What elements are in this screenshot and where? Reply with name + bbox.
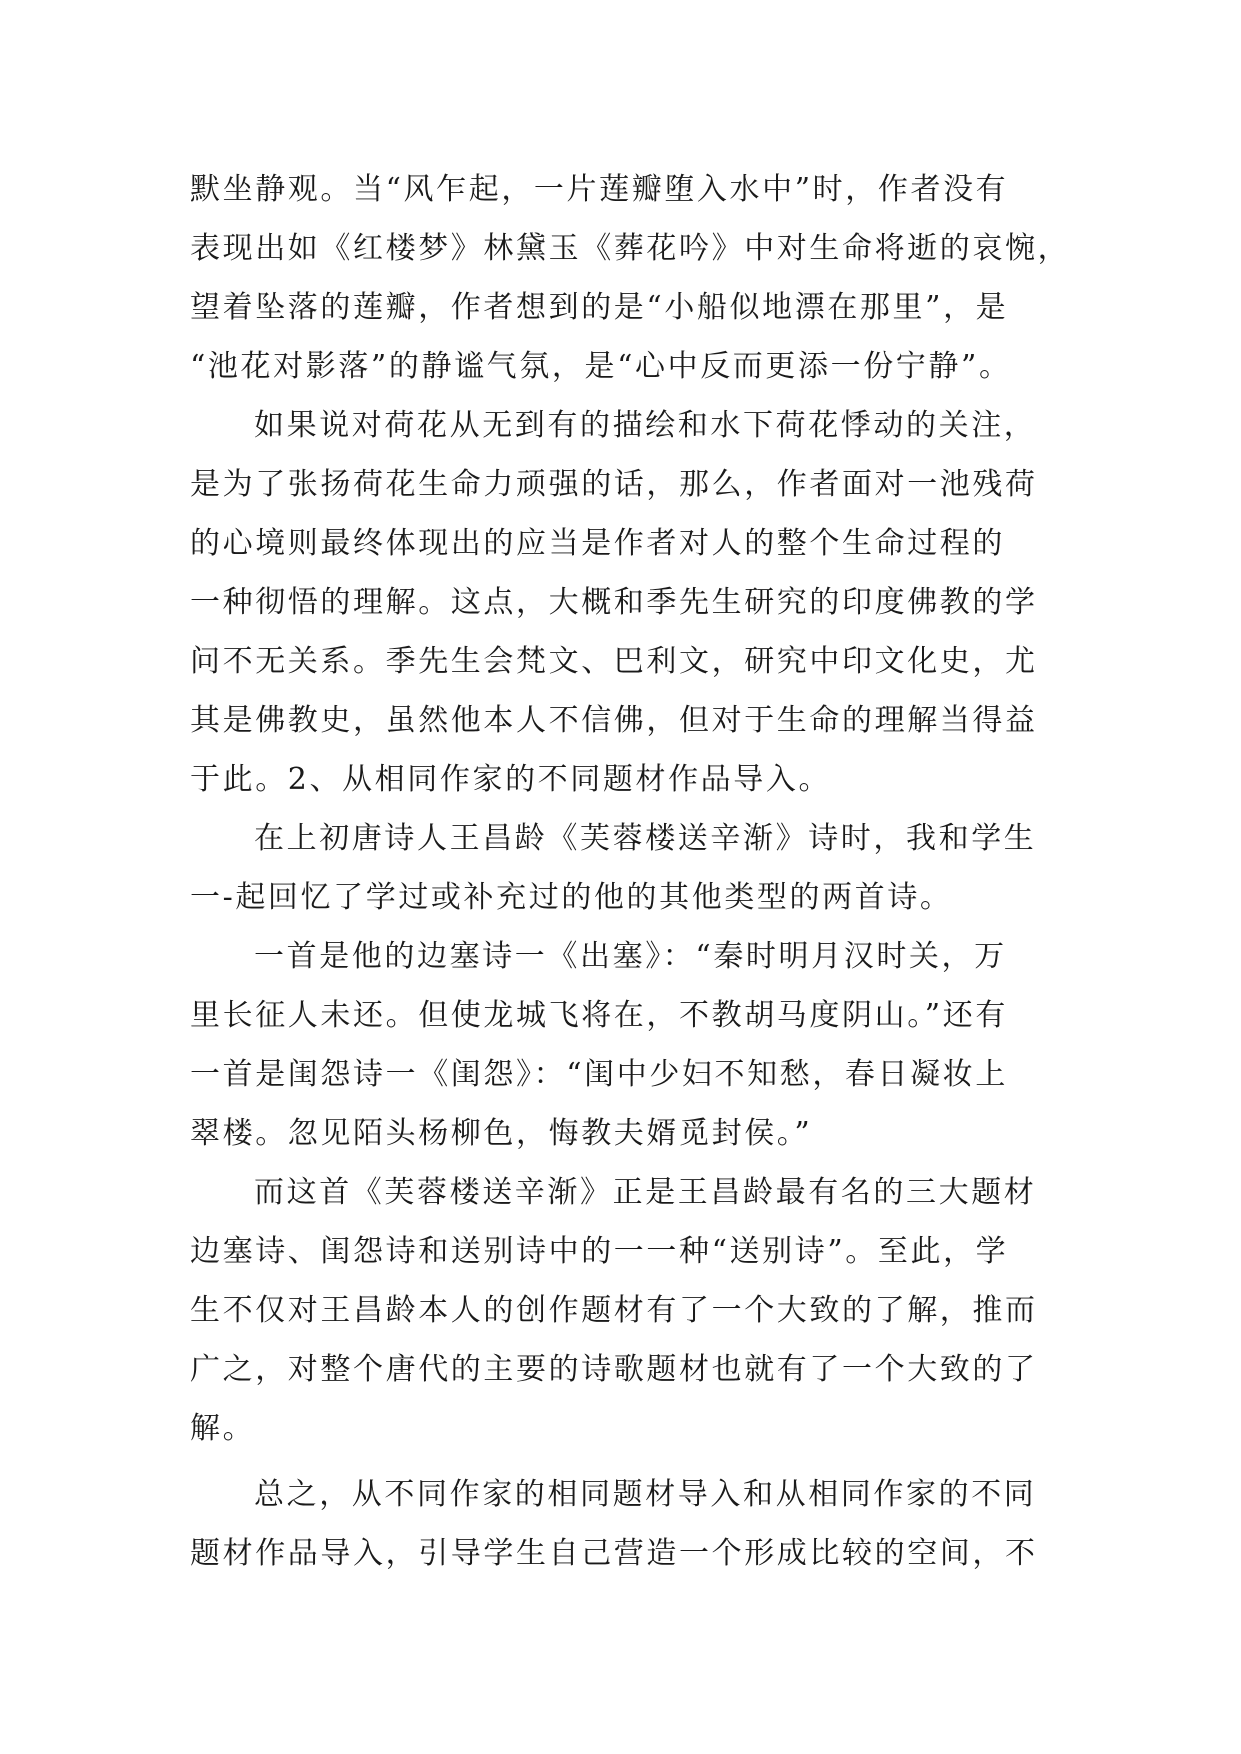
text-line-6: 是为了张扬荷花生命力顽强的话，那么，作者面对一池残荷 bbox=[190, 467, 1038, 502]
text-line-23: 总之，从不同作家的相同题材导入和从相同作家的不同 bbox=[254, 1477, 1037, 1512]
text-line-7: 的心境则最终体现出的应当是作者对人的整个生命过程的 bbox=[190, 526, 1005, 561]
text-line-2: 表现出如《红楼梦》林黛玉《葬花吟》中对生命将逝的哀惋， bbox=[190, 231, 1071, 266]
text-line-10: 其是佛教史，虽然他本人不信佛，但对于生命的理解当得益 bbox=[190, 703, 1038, 738]
text-line-21: 广之，对整个唐代的主要的诗歌题材也就有了一个大致的了 bbox=[190, 1352, 1038, 1387]
text-line-20: 生不仅对王昌龄本人的创作题材有了一个大致的了解，推而 bbox=[190, 1293, 1038, 1328]
text-line-24: 题材作品导入，引导学生自己营造一个形成比较的空间，不 bbox=[190, 1536, 1038, 1571]
text-line-11: 于此。2、从相同作家的不同题材作品导入。 bbox=[190, 762, 832, 797]
text-line-12: 在上初唐诗人王昌龄《芙蓉楼送辛渐》诗时，我和学生 bbox=[254, 821, 1037, 856]
text-line-1: 默坐静观。当“风乍起，一片莲瓣堕入水中”时，作者没有 bbox=[190, 172, 1009, 207]
text-line-5: 如果说对荷花从无到有的描绘和水下荷花悸动的关注， bbox=[254, 408, 1037, 443]
text-line-22: 解。 bbox=[190, 1411, 256, 1446]
paragraph-spacer bbox=[190, 1458, 1050, 1465]
body-text bbox=[190, 160, 1071, 1583]
text-line-3: 望着坠落的莲瓣，作者想到的是“小船似地漂在那里”，是 bbox=[190, 290, 1009, 325]
text-line-14: 一首是他的边塞诗一《出塞》：“秦时明月汉时关，万 bbox=[254, 939, 1007, 974]
text-line-8: 一种彻悟的理解。这点，大概和季先生研究的印度佛教的学 bbox=[190, 585, 1038, 620]
text-line-9: 问不无关系。季先生会梵文、巴利文，研究中印文化史，尤 bbox=[190, 644, 1038, 679]
text-line-13: 一-起回忆了学过或补充过的他的其他类型的两首诗。 bbox=[190, 880, 953, 915]
text-line-16: 一首是闺怨诗一《闺怨》：“闺中少妇不知愁，春日凝妆上 bbox=[190, 1057, 1008, 1092]
text-line-17: 翠楼。忽见陌头杨柳色，悔教夫婿觅封侯。” bbox=[190, 1116, 813, 1151]
text-line-18: 而这首《芙蓉楼送辛渐》正是王昌龄最有名的三大题材 bbox=[254, 1175, 1037, 1210]
text-line-19: 边塞诗、闺怨诗和送别诗中的一一种“送别诗”。至此，学 bbox=[190, 1234, 1009, 1269]
text-line-4: “池花对影落”的静谧气氛，是“心中反而更添一份宁静”。 bbox=[190, 349, 1012, 384]
text-line-15: 里长征人未还。但使龙城飞将在，不教胡马度阴山。”还有 bbox=[190, 998, 1008, 1033]
